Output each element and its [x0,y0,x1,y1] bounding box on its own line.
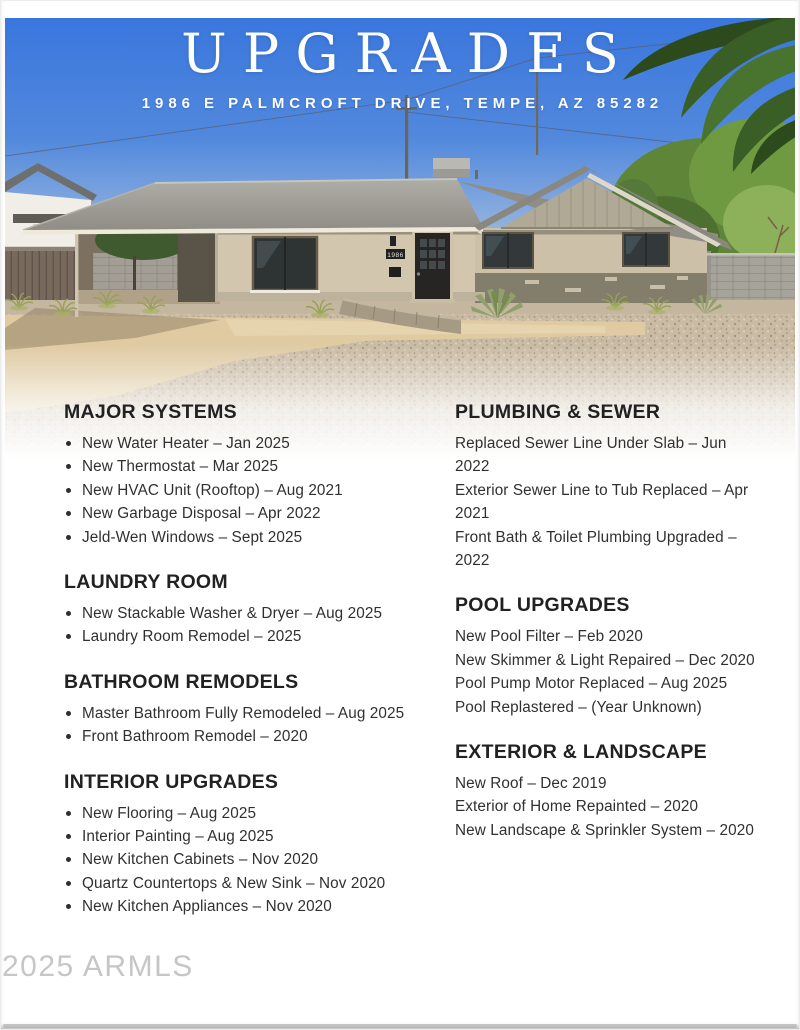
upgrade-section [64,400,455,549]
upgrade-section [455,400,764,572]
upgrade-item: Front Bathroom Remodel – 2020 [64,725,455,748]
upgrade-item: New Landscape & Sprinkler System – 2020 [455,821,754,839]
gable-window-right [623,233,669,266]
section-title: INTERIOR UPGRADES [64,770,279,793]
upgrade-item: Exterior Sewer Line to Tub Replaced – Apr 2021 [455,481,749,523]
upgrade-item: Front Bath & Toilet Plumbing Upgraded – 2022 [455,528,737,570]
upgrade-item: Quartz Countertops & New Sink – Nov 2020 [64,872,455,895]
upgrade-lists [0,400,800,940]
house-number-plaque [386,249,405,259]
page-bottom-edge [3,1024,797,1028]
section-title: POOL UPGRADES [455,594,630,617]
upgrade-item: New Flooring – Aug 2025 [64,802,455,825]
upgrade-section [64,670,455,749]
section-title: MAJOR SYSTEMS [64,401,237,423]
upgrade-item: New Garbage Disposal – Apr 2022 [64,502,455,525]
section-title: PLUMBING & SEWER [455,401,661,423]
upgrade-item: New Roof – Dec 2019 [455,775,607,793]
upgrade-item: Laundry Room Remodel – 2025 [64,625,455,648]
upgrade-item: New Kitchen Appliances – Nov 2020 [64,895,455,918]
upgrade-item: Pool Replastered – (Year Unknown) [455,698,702,716]
upgrade-item: Interior Painting – Aug 2025 [64,825,455,848]
upgrade-item: Jeld-Wen Windows – Sept 2025 [64,526,455,549]
flyer-title: UPGRADES [181,22,636,85]
upgrade-item: Replaced Sewer Line Under Slab – Jun 2022 [455,435,727,476]
upgrade-item: Exterior of Home Repainted – 2020 [455,798,699,816]
front-window [250,237,320,293]
upgrade-section [455,593,764,719]
upgrade-item-list [64,702,455,749]
upgrade-section [64,570,455,649]
upgrade-item: New Kitchen Cabinets – Nov 2020 [64,848,455,871]
section-title: LAUNDRY ROOM [64,571,228,594]
upgrade-item: New Pool Filter – Feb 2020 [455,628,643,646]
column-right [455,400,800,940]
upgrade-item-list [64,602,455,649]
property-address: 1986 E PALMCROFT DRIVE, TEMPE, AZ 85282 [141,95,664,113]
upgrade-item: Master Bathroom Fully Remodeled – Aug 2025 [64,702,455,725]
upgrade-section [455,740,764,842]
upgrade-item-list [64,432,455,549]
svg-text:1986: 1986 [387,252,404,259]
upgrade-item: New Skimmer & Light Repaired – Dec 2020 [455,651,755,669]
gable-window-left [483,233,533,268]
upgrade-item: New Stackable Washer & Dryer – Aug 2025 [64,602,455,625]
upgrade-item-list [64,802,455,919]
upgrade-item: Pool Pump Motor Replaced – Aug 2025 [455,675,728,693]
section-title: EXTERIOR & LANDSCAPE [455,741,707,764]
upgrade-item: New Water Heater – Jan 2025 [64,432,455,455]
section-title: BATHROOM REMODELS [64,670,299,693]
upgrade-item: New Thermostat – Mar 2025 [64,455,455,478]
mail-slot [389,267,401,277]
upgrade-section [64,770,455,919]
upgrade-item-list [455,772,764,842]
column-left [0,400,455,940]
upgrade-item-list [455,625,764,719]
upgrade-item: New HVAC Unit (Rooftop) – Aug 2021 [64,479,455,502]
upgrade-item-list [455,432,764,572]
porch-light [390,236,396,246]
armls-watermark: 2025 ARMLS [2,950,194,983]
hero-text [0,24,800,112]
front-door [410,231,455,303]
